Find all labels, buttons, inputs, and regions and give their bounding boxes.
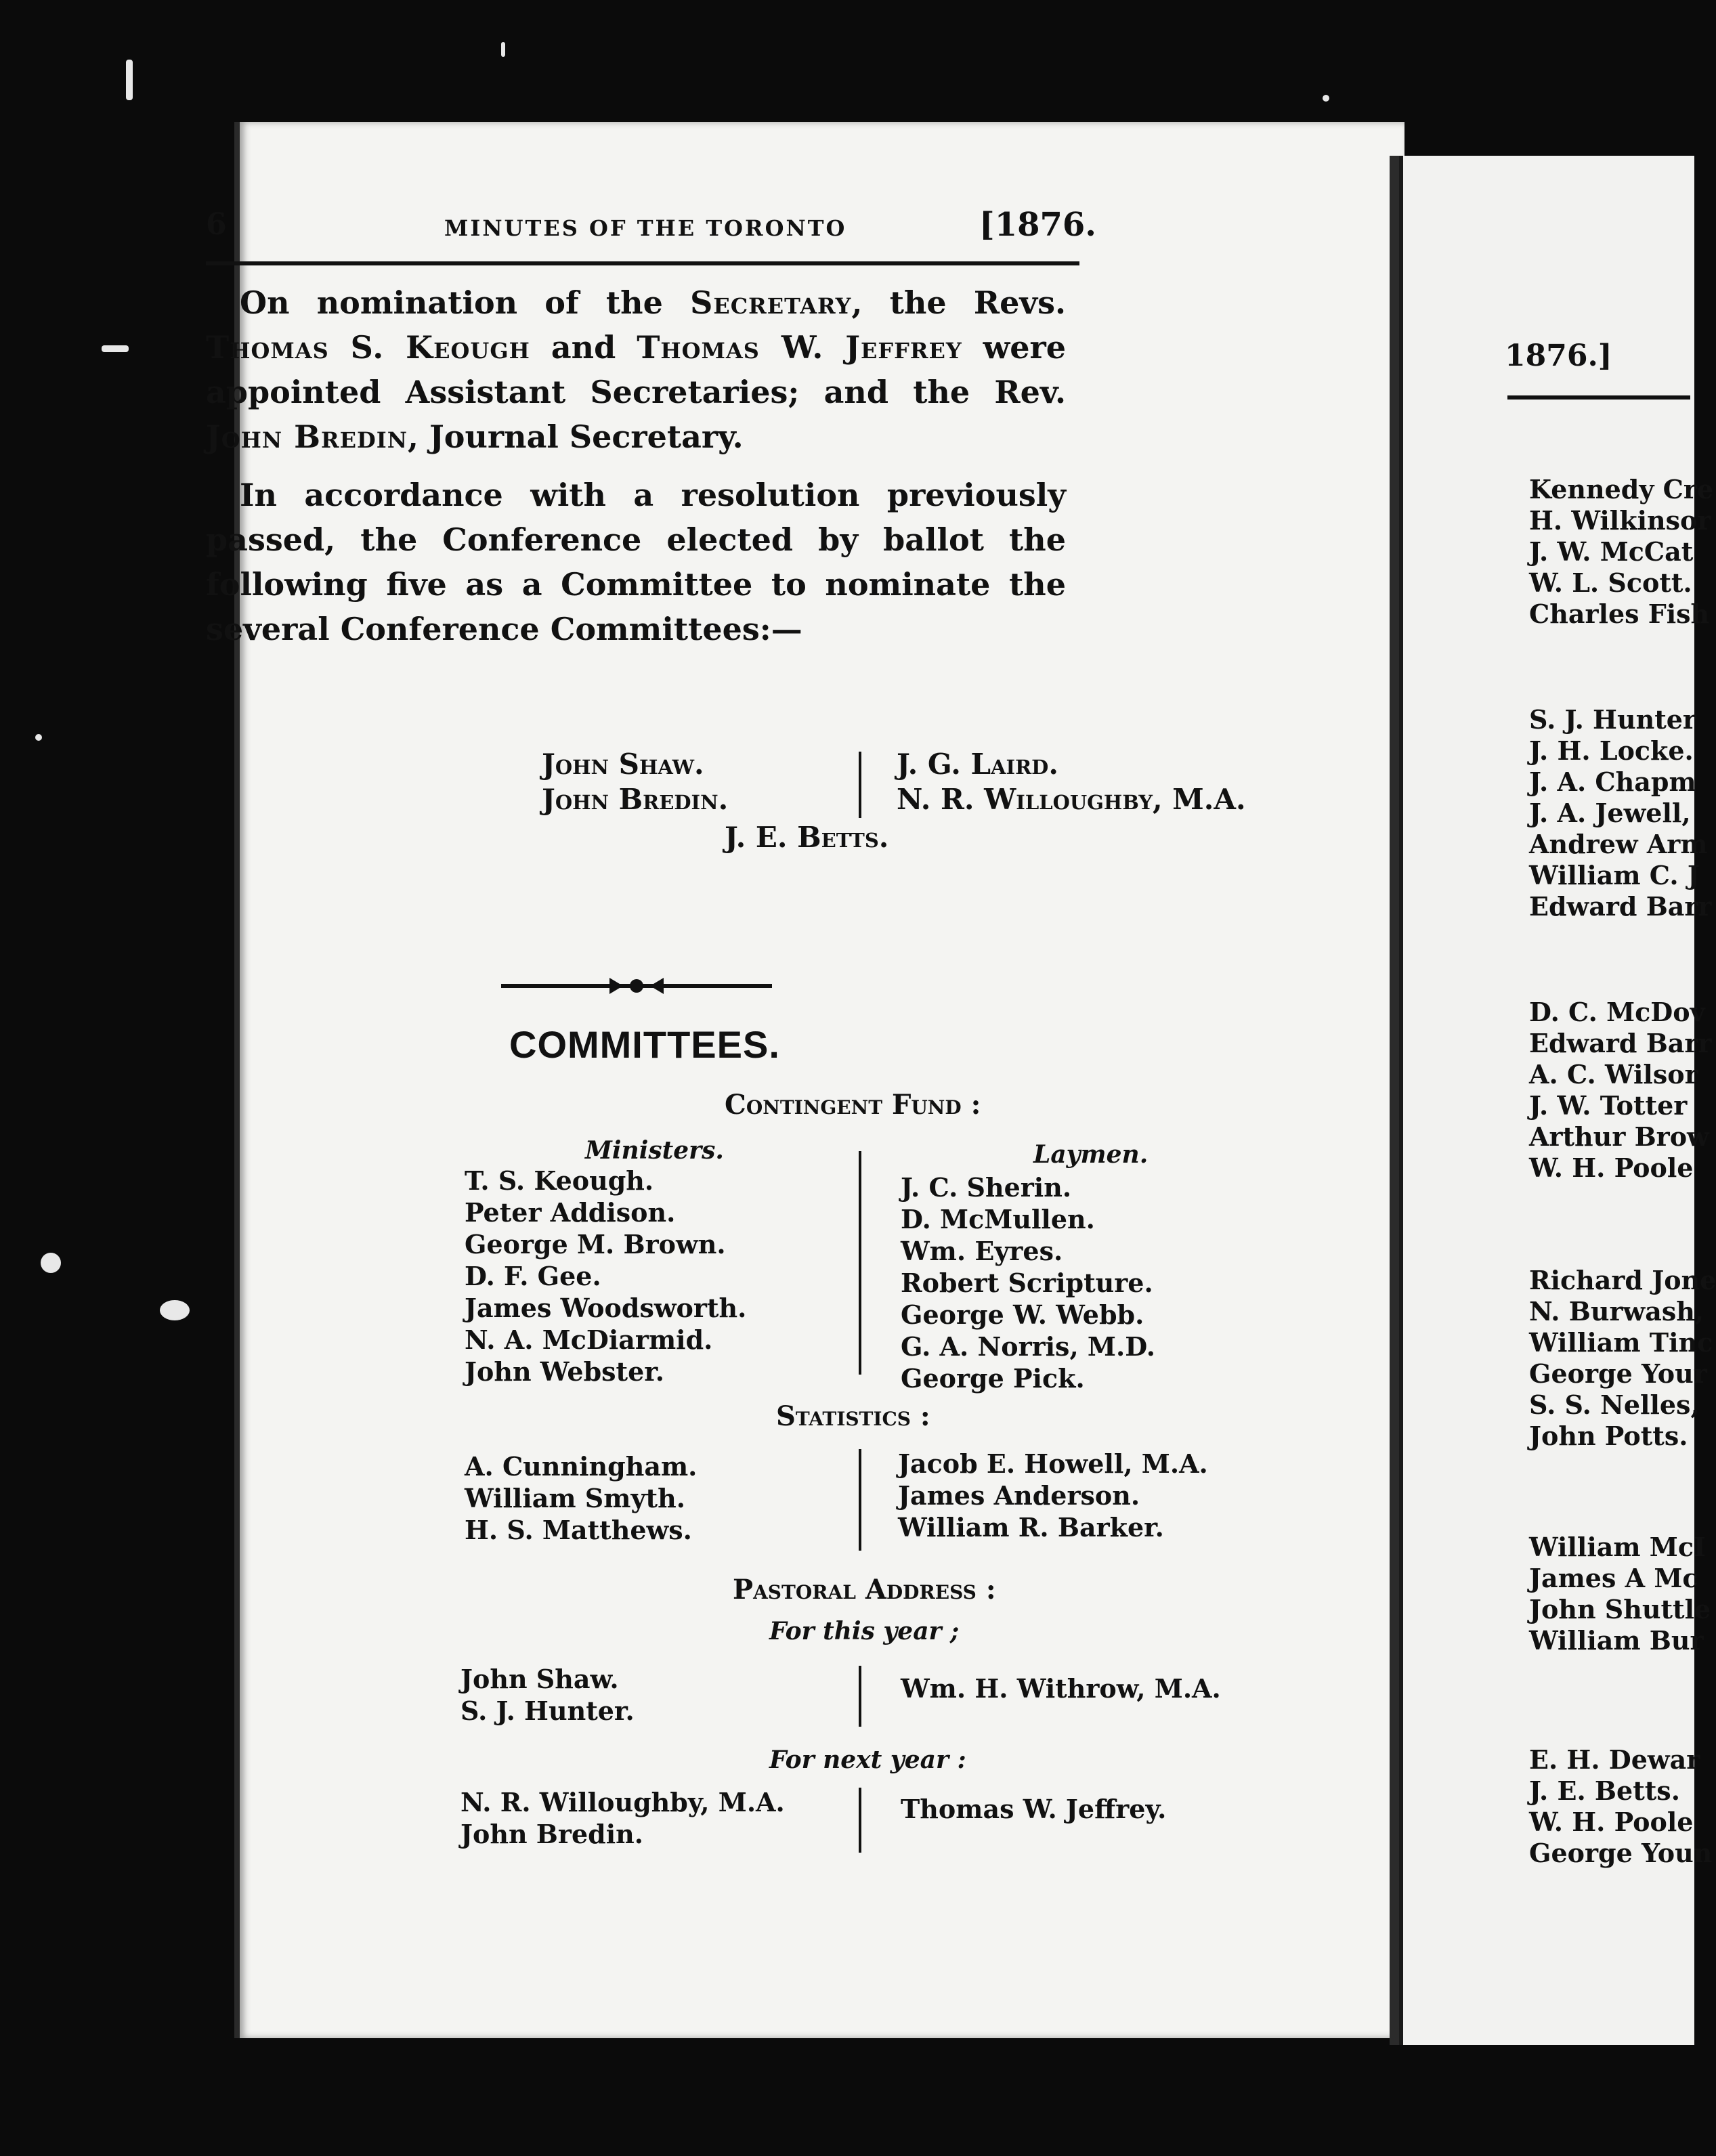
laymen-list	[901, 1171, 1155, 1394]
list-item: George Youn	[1529, 1838, 1713, 1868]
list-item: Robert Scripture.	[901, 1268, 1153, 1298]
list-item: N. R. Willoughby, M.A.	[460, 1787, 785, 1817]
pastoral-this-year-right	[901, 1673, 1221, 1704]
list-item: G. A. Norris, M.D.	[901, 1331, 1156, 1362]
list-item: W. L. Scott.	[1529, 567, 1692, 598]
laymen-label: Laymen.	[1033, 1140, 1149, 1169]
ministers-list	[465, 1165, 746, 1387]
list-item: H. S. Matthews.	[465, 1515, 692, 1545]
name-thomas-w-jeffrey: Thomas W. Jeffrey	[637, 329, 962, 366]
list-item: J. W. Totter	[1529, 1090, 1688, 1121]
nominee: J. G. Laird.	[897, 748, 1058, 781]
list-item: S. J. Hunter.	[460, 1696, 635, 1726]
list-item: A. Cunningham.	[465, 1451, 698, 1482]
list-item: James Anderson.	[898, 1480, 1140, 1511]
running-title: MINUTES OF THE TORONTO	[444, 215, 847, 241]
list-item: S. S. Nelles,	[1529, 1389, 1700, 1420]
statistics-heading: Statistics :	[776, 1400, 930, 1432]
list-item: Jacob E. Howell, M.A.	[898, 1448, 1208, 1479]
list-item: George M. Brown.	[465, 1229, 726, 1259]
list-item: Kennedy Cre	[1529, 474, 1714, 504]
list-item: James Woodsworth.	[465, 1293, 747, 1323]
list-item: John Webster.	[465, 1356, 665, 1387]
pastoral-next-year-right	[901, 1793, 1166, 1825]
list-item: William Bur	[1529, 1625, 1704, 1656]
nominee: John Shaw.	[542, 748, 704, 781]
list-item: W. H. Poole	[1529, 1807, 1694, 1837]
statistics-left-list	[465, 1450, 697, 1546]
list-item: J. C. Sherin.	[901, 1172, 1072, 1203]
list-item: Thomas W. Jeffrey.	[901, 1794, 1167, 1824]
column-divider	[859, 752, 861, 818]
next-year-label: For next year :	[769, 1746, 966, 1774]
right-list-group	[1529, 704, 1712, 922]
right-list-group	[1529, 1265, 1716, 1452]
right-list-group	[1529, 1532, 1711, 1656]
pastoral-next-year-left	[460, 1786, 785, 1850]
list-item: James A Mc	[1529, 1563, 1698, 1593]
statistics-right-list	[898, 1448, 1208, 1543]
column-divider	[859, 1788, 861, 1853]
list-item: J. E. Betts.	[1529, 1775, 1680, 1806]
list-item: H. Wilkinsor	[1529, 505, 1711, 536]
paragraph-ballot: In accordance with a resolution previously passed, the Conference elected by ballot the following five as a Committee to nominate the several Conference Committees:—	[206, 477, 1066, 647]
list-item: N. A. McDiarmid.	[465, 1324, 713, 1355]
pastoral-address-heading: Pastoral Address :	[733, 1574, 996, 1605]
name-john-bredin: John Bredin	[206, 418, 408, 455]
list-item: George Pick.	[901, 1363, 1085, 1394]
paragraph-secretaries: On nomination of the Secretary, the Revs. Thomas S. Keough and Thomas W. Jeffrey were appointed Assistant Secretaries; and the Rev. John Bredin, Journal Secretary.	[206, 284, 1067, 455]
list-item: Edward Barr	[1529, 891, 1712, 922]
list-item: John Bredin.	[460, 1819, 643, 1849]
list-item: D. F. Gee.	[465, 1261, 601, 1291]
list-item: Edward Barr	[1529, 1028, 1712, 1058]
list-item: A. C. Wilsor	[1529, 1059, 1698, 1090]
list-item: J. H. Locke.	[1529, 735, 1694, 766]
list-item: John Potts.	[1529, 1421, 1688, 1451]
list-item: N. Burwash,	[1529, 1296, 1704, 1327]
list-item: S. J. Hunter	[1529, 704, 1696, 735]
committees-heading: COMMITTEES.	[509, 1023, 780, 1066]
list-item: J. A. Chapm	[1529, 767, 1696, 797]
list-item: W. H. Poole	[1529, 1152, 1694, 1183]
list-item: Richard Jone	[1529, 1265, 1716, 1295]
right-page-year: 1876.]	[1505, 339, 1612, 373]
list-item: Charles Fish	[1529, 599, 1710, 629]
secretary-title: Secretary	[690, 284, 852, 321]
column-divider	[859, 1449, 861, 1551]
list-item: T. S. Keough.	[465, 1165, 654, 1196]
name-thomas-s-keough: Thomas S. Keough	[206, 329, 530, 366]
ministers-label: Ministers.	[585, 1136, 724, 1165]
right-list-group	[1529, 474, 1714, 630]
column-divider	[859, 1666, 861, 1727]
list-item: J. W. McCat	[1529, 536, 1694, 567]
list-item: Wm. Eyres.	[901, 1236, 1063, 1266]
list-item: George W. Webb.	[901, 1299, 1144, 1330]
list-item: William Tinc	[1529, 1327, 1713, 1358]
list-item: George Your	[1529, 1358, 1707, 1389]
list-item: E. H. Dewar	[1529, 1744, 1700, 1775]
nominee: J. E. Betts.	[725, 821, 889, 854]
list-item: William C. J	[1529, 860, 1700, 890]
list-item: Andrew Arm	[1529, 829, 1708, 859]
list-item: William R. Barker.	[898, 1512, 1164, 1543]
header-rule	[206, 261, 1079, 265]
list-item: Arthur Brow	[1529, 1121, 1709, 1152]
page-gutter	[1390, 156, 1399, 2045]
right-list-group	[1529, 1744, 1713, 1869]
list-item: Peter Addison.	[465, 1197, 676, 1228]
contingent-fund-heading: Contingent Fund :	[725, 1089, 981, 1121]
page-number: 6	[206, 207, 227, 242]
column-divider	[859, 1151, 861, 1375]
right-page-rule	[1507, 395, 1690, 400]
ornament-divider	[501, 972, 772, 999]
right-list-group	[1529, 997, 1712, 1184]
list-item: Wm. H. Withrow, M.A.	[901, 1673, 1221, 1704]
list-item: D. McMullen.	[901, 1204, 1095, 1234]
running-year: [1876.	[979, 206, 1097, 244]
this-year-label: For this year ;	[769, 1617, 960, 1645]
list-item: J. A. Jewell,	[1529, 798, 1691, 828]
list-item: William McI	[1529, 1532, 1706, 1562]
list-item: William Smyth.	[465, 1483, 685, 1513]
list-item: D. C. McDov	[1529, 997, 1705, 1027]
list-item: John Shaw.	[460, 1664, 619, 1694]
nominee: John Bredin.	[542, 783, 729, 816]
list-item: John Shuttle	[1529, 1594, 1711, 1624]
pastoral-this-year-left	[460, 1663, 635, 1727]
nominee: N. R. Willoughby, M.A.	[897, 783, 1246, 816]
